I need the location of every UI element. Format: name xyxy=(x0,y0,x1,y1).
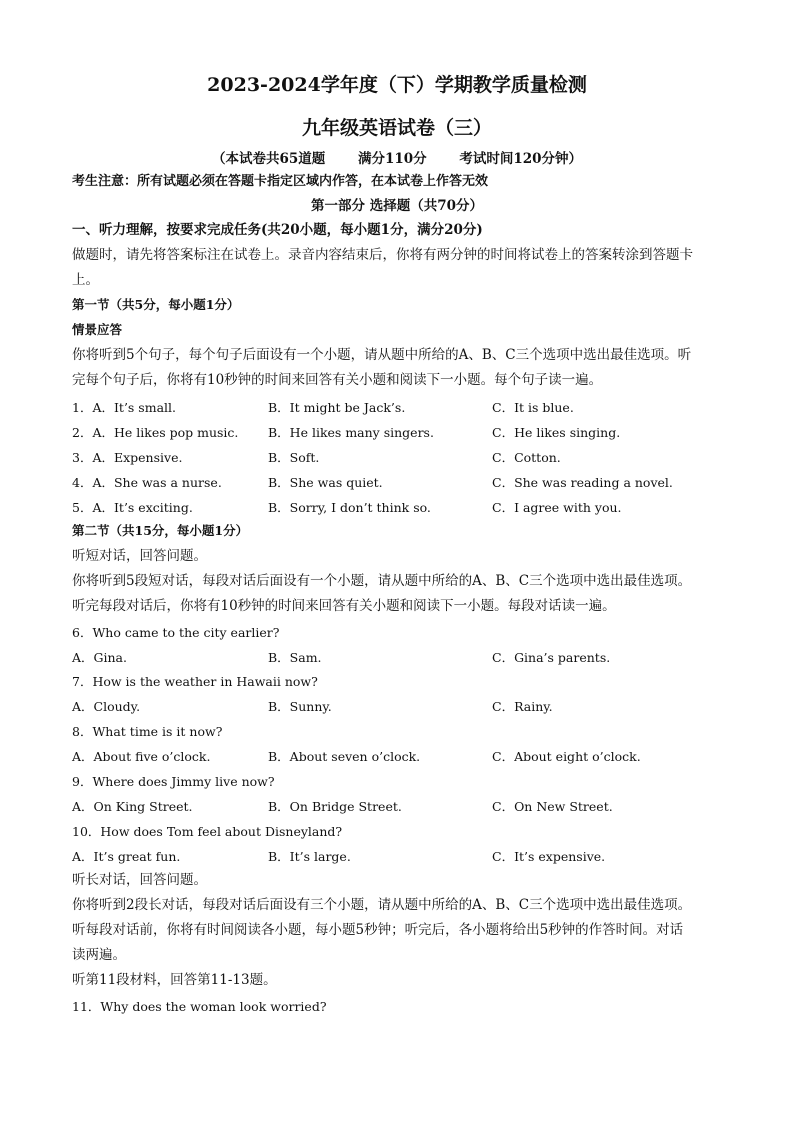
long-dialog-subheading: 听长对话，回答问题。 xyxy=(72,872,207,888)
exam-title: 2023-2024学年度（下）学期教学质量检测 xyxy=(207,74,587,96)
option-b: B．It might be Jack’s. xyxy=(268,400,406,415)
section2-subheading: 听短对话，回答问题。 xyxy=(72,548,207,564)
question-stem: 7．How is the weather in Hawaii now? xyxy=(72,674,318,689)
material-11-heading: 听第11段材料，回答第11-13题。 xyxy=(72,972,277,988)
question-stem: 10．How does Tom feel about Disneyland? xyxy=(72,824,343,839)
instruction-line: 你将听到2段长对话，每段对话后面设有三个小题，请从题中所给的A、B、C三个选项中选出最佳选项。 xyxy=(72,897,692,913)
option-a: 1．A．It’s small. xyxy=(72,400,176,415)
section2-heading: 第二节（共15分，每小题1分） xyxy=(72,523,249,538)
instruction-line: 听完每段对话后，你将有10秒钟的时间来回答有关小题和阅读下一小题。每段对话读一遍。 xyxy=(72,598,616,614)
instruction-line: 完每个句子后，你将有10秒钟的时间来回答有关小题和阅读下一小题。每个句子读一遍。 xyxy=(72,372,603,388)
option-c: C．She was reading a novel. xyxy=(492,475,673,490)
option-b: B．Sunny. xyxy=(268,699,332,714)
option-b: B．On Bridge Street. xyxy=(268,799,402,814)
exam-meta xyxy=(0,147,794,167)
instruction-line: 听每段对话前，你将有时间阅读各小题，每小题5秒钟；听完后，各小题将给出5秒钟的作答时间。对话 xyxy=(72,922,684,938)
option-b: B．About seven o’clock. xyxy=(268,749,421,764)
option-b: B．Sam. xyxy=(268,650,322,665)
exam-notice: 考生注意：所有试题必须在答题卡指定区域内作答，在本试卷上作答无效 xyxy=(72,174,489,189)
part1-title: 第一部分 选择题（共70分） xyxy=(311,198,483,214)
option-c: C．Gina’s parents. xyxy=(492,650,611,665)
instruction-line: 做题时，请先将答案标注在试卷上。录音内容结束后，你将有两分钟的时间将试卷上的答案转涂到答题卡 xyxy=(72,247,693,263)
option-a: A．Cloudy. xyxy=(72,699,141,714)
question-stem: 9．Where does Jimmy live now? xyxy=(72,774,275,789)
meta-questions: （本试卷共65道题 xyxy=(211,151,326,167)
meta-time: 考试时间120分钟） xyxy=(459,151,583,167)
option-c: C．On New Street. xyxy=(492,799,613,814)
exam-subtitle: 九年级英语试卷（三） xyxy=(301,117,492,139)
instruction-line: 你将听到5个句子，每个句子后面设有一个小题，请从题中所给的A、B、C三个选项中选出最佳选项。听 xyxy=(72,347,692,363)
option-a: A．About five o’clock. xyxy=(72,749,211,764)
option-c: C．It’s expensive. xyxy=(492,849,606,864)
option-c: C．I agree with you. xyxy=(492,500,622,515)
instruction-line: 你将听到5段短对话，每段对话后面设有一个小题，请从题中所给的A、B、C三个选项中选出最佳选项。 xyxy=(72,573,692,589)
meta-score: 满分110分 xyxy=(357,151,427,167)
section1-subheading: 情景应答 xyxy=(72,322,123,337)
option-a: 4．A．She was a nurse. xyxy=(72,475,222,490)
option-b: B．He likes many singers. xyxy=(268,425,434,440)
option-c: C．About eight o’clock. xyxy=(492,749,641,764)
option-a: A．It’s great fun. xyxy=(72,849,181,864)
option-c: C．Cotton. xyxy=(492,450,561,465)
option-a: 3．A．Expensive. xyxy=(72,450,183,465)
option-a: 5．A．It’s exciting. xyxy=(72,500,193,515)
question-stem: 6．Who came to the city earlier? xyxy=(72,625,280,640)
section1-heading: 第一节（共5分，每小题1分） xyxy=(72,297,240,312)
option-a: A．Gina. xyxy=(72,650,127,665)
option-a: A．On King Street. xyxy=(72,799,193,814)
question-stem: 8．What time is it now? xyxy=(72,724,223,739)
option-c: C．Rainy. xyxy=(492,699,553,714)
section-a-heading: 一、听力理解，按要求完成任务(共20小题，每小题1分，满分20分) xyxy=(72,222,483,238)
instruction-line: 读两遍。 xyxy=(72,947,126,963)
option-b: B．Sorry, I don’t think so. xyxy=(268,500,431,515)
option-c: C．He likes singing. xyxy=(492,425,621,440)
option-b: B．It’s large. xyxy=(268,849,351,864)
question-11-stem: 11．Why does the woman look worried? xyxy=(72,999,327,1014)
instruction-line: 上。 xyxy=(72,272,99,288)
option-b: B．She was quiet. xyxy=(268,475,383,490)
option-b: B．Soft. xyxy=(268,450,320,465)
option-c: C．It is blue. xyxy=(492,400,574,415)
option-a: 2．A．He likes pop music. xyxy=(72,425,239,440)
